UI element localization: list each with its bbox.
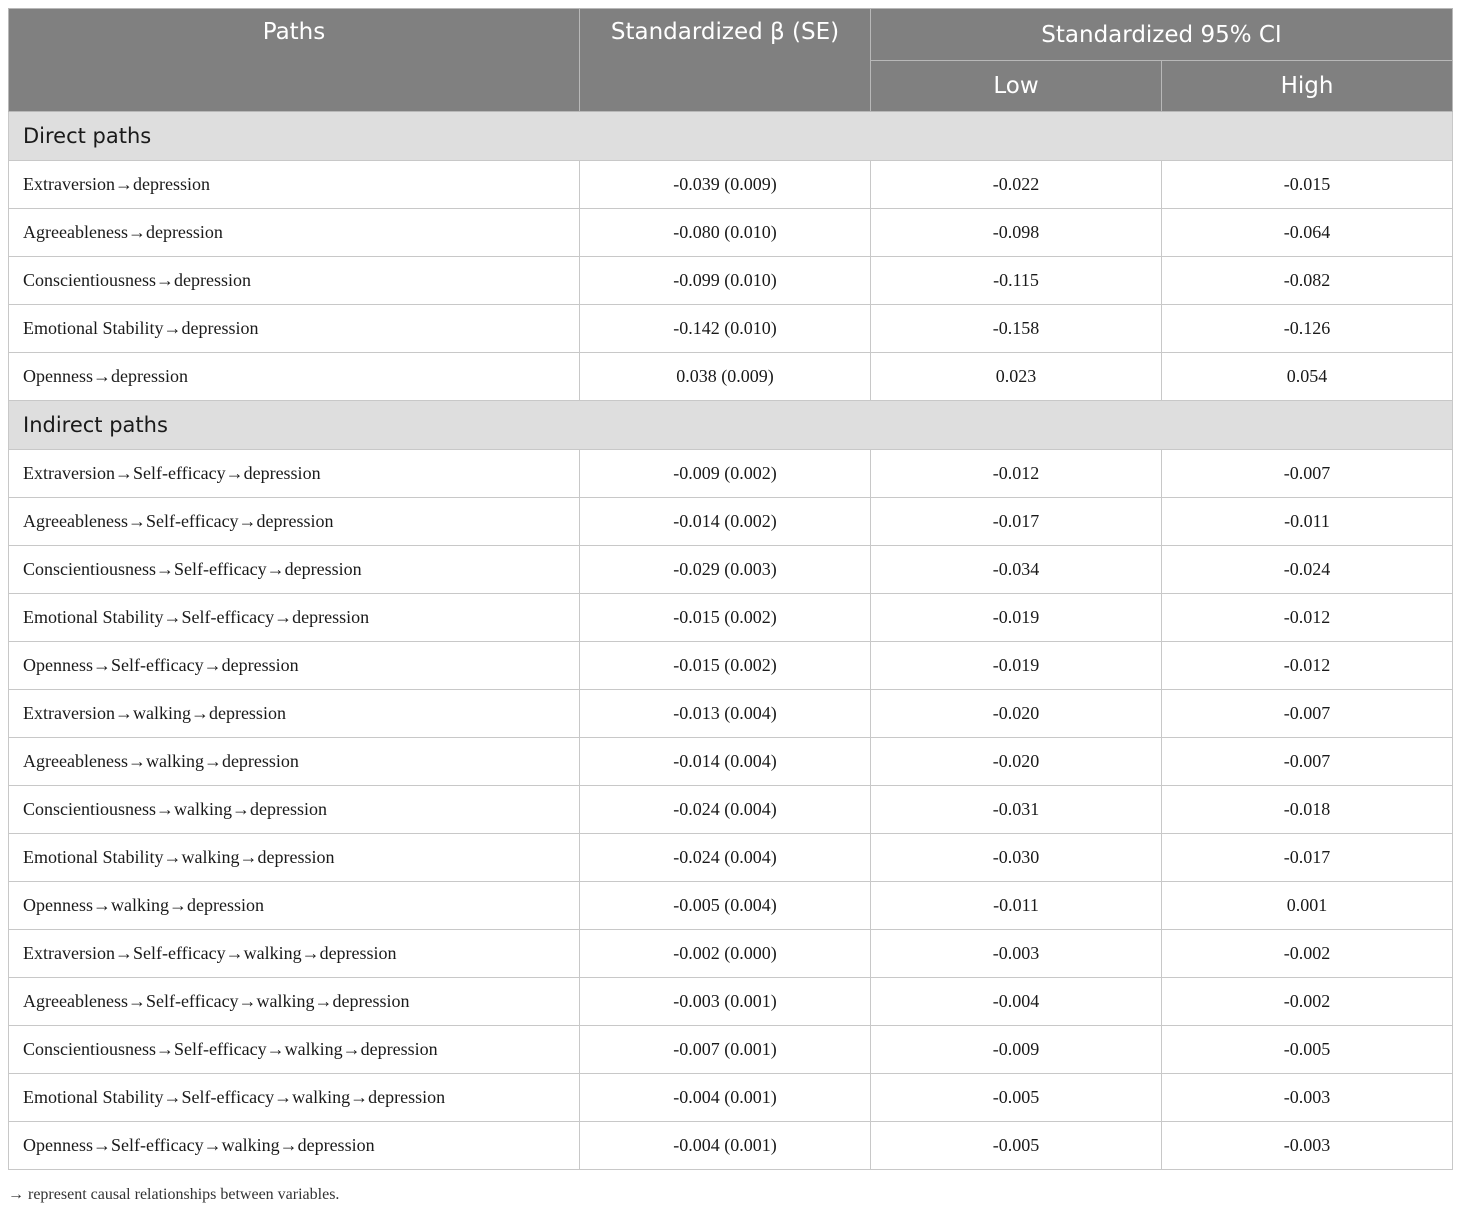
path-cell: Extraversion→Self-efficacy→depression (9, 450, 580, 498)
results-table (8, 8, 1453, 1170)
table-row (9, 257, 1453, 305)
path-cell: Emotional Stability→walking→depression (9, 834, 580, 882)
ci-high-cell: -0.012 (1162, 642, 1453, 690)
table-row (9, 594, 1453, 642)
beta-cell: -0.039 (0.009) (580, 161, 871, 209)
table-row (9, 834, 1453, 882)
beta-cell: -0.142 (0.010) (580, 305, 871, 353)
ci-low-cell: -0.019 (871, 642, 1162, 690)
section-title: Indirect paths (9, 401, 1453, 450)
ci-low-cell: -0.004 (871, 978, 1162, 1026)
ci-low-cell: -0.012 (871, 450, 1162, 498)
ci-high-cell: -0.064 (1162, 209, 1453, 257)
beta-cell: -0.002 (0.000) (580, 930, 871, 978)
path-cell: Openness→depression (9, 353, 580, 401)
table-row (9, 353, 1453, 401)
table-row (9, 305, 1453, 353)
table-row (9, 498, 1453, 546)
beta-cell: -0.009 (0.002) (580, 450, 871, 498)
path-cell: Extraversion→walking→depression (9, 690, 580, 738)
ci-low-cell: -0.005 (871, 1074, 1162, 1122)
table-row (9, 1074, 1453, 1122)
beta-cell: -0.029 (0.003) (580, 546, 871, 594)
table-row (9, 546, 1453, 594)
beta-cell: -0.080 (0.010) (580, 209, 871, 257)
beta-cell: -0.004 (0.001) (580, 1122, 871, 1170)
beta-cell: -0.007 (0.001) (580, 1026, 871, 1074)
ci-high-cell: -0.007 (1162, 738, 1453, 786)
ci-high-cell: -0.126 (1162, 305, 1453, 353)
beta-cell: -0.003 (0.001) (580, 978, 871, 1026)
path-cell: Openness→Self-efficacy→walking→depression (9, 1122, 580, 1170)
path-cell: Conscientiousness→walking→depression (9, 786, 580, 834)
ci-high-cell: -0.082 (1162, 257, 1453, 305)
beta-cell: -0.014 (0.004) (580, 738, 871, 786)
table-row (9, 161, 1453, 209)
beta-cell: -0.024 (0.004) (580, 834, 871, 882)
ci-high-cell: 0.054 (1162, 353, 1453, 401)
ci-high-cell: -0.002 (1162, 978, 1453, 1026)
path-cell: Agreeableness→Self-efficacy→walking→depression (9, 978, 580, 1026)
table-row (9, 642, 1453, 690)
table-row (9, 209, 1453, 257)
path-cell: Openness→Self-efficacy→depression (9, 642, 580, 690)
path-cell: Emotional Stability→Self-efficacy→walking→depression (9, 1074, 580, 1122)
table-row (9, 930, 1453, 978)
path-cell: Emotional Stability→depression (9, 305, 580, 353)
ci-low-cell: -0.158 (871, 305, 1162, 353)
ci-low-cell: -0.020 (871, 738, 1162, 786)
col-header-high: High (1162, 61, 1453, 112)
path-cell: Conscientiousness→Self-efficacy→walking→depression (9, 1026, 580, 1074)
table-row (9, 690, 1453, 738)
ci-high-cell: -0.007 (1162, 690, 1453, 738)
col-header-beta: Standardized β (SE) (580, 9, 871, 112)
ci-high-cell: -0.011 (1162, 498, 1453, 546)
path-cell: Extraversion→Self-efficacy→walking→depression (9, 930, 580, 978)
table-row (9, 1026, 1453, 1074)
table-row (9, 882, 1453, 930)
ci-low-cell: -0.017 (871, 498, 1162, 546)
beta-cell: -0.013 (0.004) (580, 690, 871, 738)
ci-high-cell: -0.005 (1162, 1026, 1453, 1074)
beta-cell: -0.005 (0.004) (580, 882, 871, 930)
beta-cell: -0.099 (0.010) (580, 257, 871, 305)
ci-low-cell: -0.031 (871, 786, 1162, 834)
ci-low-cell: 0.023 (871, 353, 1162, 401)
ci-low-cell: -0.003 (871, 930, 1162, 978)
section-row-direct (9, 112, 1453, 161)
beta-cell: -0.015 (0.002) (580, 642, 871, 690)
beta-cell: -0.004 (0.001) (580, 1074, 871, 1122)
path-cell: Conscientiousness→Self-efficacy→depression (9, 546, 580, 594)
section-row-indirect (9, 401, 1453, 450)
beta-cell: -0.014 (0.002) (580, 498, 871, 546)
ci-high-cell: -0.003 (1162, 1122, 1453, 1170)
col-header-ci: Standardized 95% CI (871, 9, 1453, 61)
ci-high-cell: -0.012 (1162, 594, 1453, 642)
ci-high-cell: -0.003 (1162, 1074, 1453, 1122)
ci-low-cell: -0.098 (871, 209, 1162, 257)
beta-cell: -0.024 (0.004) (580, 786, 871, 834)
col-header-paths: Paths (9, 9, 580, 112)
table-row (9, 450, 1453, 498)
table-footnote: → represent causal relationships between variables. (8, 1186, 340, 1203)
col-header-low: Low (871, 61, 1162, 112)
path-cell: Agreeableness→depression (9, 209, 580, 257)
section-title: Direct paths (9, 112, 1453, 161)
beta-cell: 0.038 (0.009) (580, 353, 871, 401)
ci-low-cell: -0.011 (871, 882, 1162, 930)
table-row (9, 738, 1453, 786)
ci-low-cell: -0.034 (871, 546, 1162, 594)
ci-high-cell: -0.002 (1162, 930, 1453, 978)
path-cell: Agreeableness→walking→depression (9, 738, 580, 786)
ci-low-cell: -0.009 (871, 1026, 1162, 1074)
ci-low-cell: -0.005 (871, 1122, 1162, 1170)
path-cell: Agreeableness→Self-efficacy→depression (9, 498, 580, 546)
ci-low-cell: -0.115 (871, 257, 1162, 305)
ci-low-cell: -0.020 (871, 690, 1162, 738)
path-cell: Openness→walking→depression (9, 882, 580, 930)
table-row (9, 1122, 1453, 1170)
table-row (9, 786, 1453, 834)
ci-high-cell: 0.001 (1162, 882, 1453, 930)
path-cell: Extraversion→depression (9, 161, 580, 209)
ci-high-cell: -0.018 (1162, 786, 1453, 834)
ci-low-cell: -0.022 (871, 161, 1162, 209)
ci-low-cell: -0.019 (871, 594, 1162, 642)
ci-high-cell: -0.024 (1162, 546, 1453, 594)
path-cell: Conscientiousness→depression (9, 257, 580, 305)
ci-high-cell: -0.015 (1162, 161, 1453, 209)
ci-low-cell: -0.030 (871, 834, 1162, 882)
ci-high-cell: -0.017 (1162, 834, 1453, 882)
path-cell: Emotional Stability→Self-efficacy→depression (9, 594, 580, 642)
table-row (9, 978, 1453, 1026)
beta-cell: -0.015 (0.002) (580, 594, 871, 642)
ci-high-cell: -0.007 (1162, 450, 1453, 498)
